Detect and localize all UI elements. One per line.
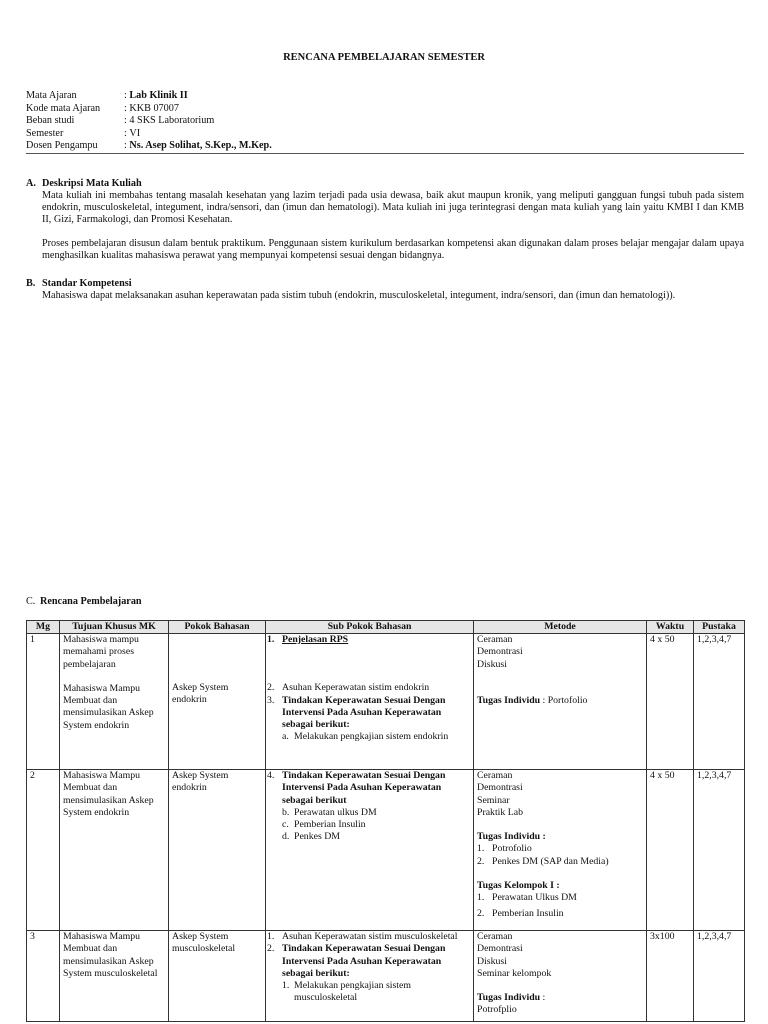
item-text: Penkes DM [294, 831, 340, 843]
info-value: Lab Klinik II [129, 90, 188, 101]
item-text: Penjelasan RPS [282, 634, 349, 645]
metode-item: Seminar [477, 794, 510, 806]
item-letter: c. [282, 819, 289, 831]
item-number: 2. [477, 855, 485, 867]
info-value: Ns. Asep Solihat, S.Kep., M.Kep. [129, 140, 272, 151]
list-item [267, 695, 470, 732]
section-letter: B. [26, 278, 36, 289]
info-value: KKB 07007 [129, 102, 179, 114]
info-row [26, 140, 744, 153]
table-header-row [27, 621, 745, 634]
cell-waktu: 4 x 50 [647, 634, 694, 770]
section-body [26, 190, 744, 262]
header-tujuan: Tujuan Khusus MK [60, 621, 169, 634]
item-text: Melakukan pengkajian sistem musculoskeletal [294, 980, 411, 1004]
cell-waktu: 3x100 [647, 931, 694, 1022]
metode-item: Diskusi [477, 955, 507, 967]
section-c-heading [26, 596, 142, 608]
course-info [26, 90, 744, 153]
item-number: 2. [267, 943, 275, 955]
section-letter: A. [26, 178, 36, 189]
table-row [27, 770, 745, 931]
cell-mg: 1 [27, 634, 60, 770]
sub-list-item [267, 731, 470, 743]
item-number: 4. [267, 770, 275, 781]
sub-list-item [267, 831, 470, 843]
item-number: 1. [477, 843, 485, 855]
cell-tujuan: Mahasiswa Mampu Membuat dan mensimulasikan Askep System endokrin [60, 770, 169, 931]
info-row [26, 90, 744, 103]
info-key: Mata Ajaran [26, 90, 77, 101]
cell-sub-pokok [266, 770, 474, 931]
paragraph: Mata kuliah ini membahas tentang masalah kesehatan yang lazim terjadi pada usia dewasa, baik akut maupun kronik, yang meliputi gangguan fungsi tubuh pada sistem endokrin, musculoskeletal, integument, indra/sensori, dan (imun dan hematologi). Mata kuliah ini juga terintegrasi dengan mata kuliah yang lain yaitu KMBI I dan KMB II, Gizi, Farmakologi, dan Promosi Kesehatan. [42, 190, 744, 225]
info-value: 4 SKS Laboratorium [129, 115, 215, 126]
metode-item: Demontrasi [477, 943, 523, 955]
cell-pokok [169, 634, 266, 770]
cell-metode [474, 634, 647, 770]
tugas-label: Tugas Individu : [477, 831, 546, 843]
cell-pustaka: 1,2,3,4,7 [694, 634, 745, 770]
cell-sub-pokok [266, 931, 474, 1022]
item-text: Asuhan Keperawatan sistim musculoskeletal [282, 931, 458, 942]
header-divider [26, 153, 744, 154]
item-text: Tindakan Keperawatan Sesuai Dengan Intervensi Pada Asuhan Keperawatan sebagai berikut: [282, 694, 446, 731]
tugas-line [477, 992, 643, 1004]
metode-item: Demontrasi [477, 782, 523, 794]
item-text: Penkes DM (SAP dan Media) [492, 855, 609, 867]
info-key: Kode mata Ajaran [26, 102, 101, 114]
section-b [26, 278, 744, 302]
header-pokok: Pokok Bahasan [169, 621, 266, 634]
tugas-value: : Portofolio [540, 694, 588, 706]
tugas-value: : [540, 992, 546, 1004]
info-sep: : [124, 115, 130, 126]
metode-item: Ceraman [477, 634, 513, 645]
header-pustaka: Pustaka [694, 621, 745, 634]
metode-item: Demontrasi [477, 646, 523, 658]
table-row [27, 634, 745, 770]
tugas-label: Tugas Kelompok I : [477, 880, 560, 892]
item-number: 1. [267, 634, 275, 645]
info-value: VI [129, 127, 141, 139]
metode-item: Ceraman [477, 770, 513, 781]
tujuan-text: Mahasiswa Mampu Membuat dan mensimulasikan Askep System endokrin [63, 682, 154, 731]
info-sep: : [124, 102, 130, 114]
cell-pokok: Askep System musculoskeletal [169, 931, 266, 1022]
tugas-label: Tugas Individu [477, 694, 541, 706]
list-item [267, 931, 470, 943]
info-row [26, 128, 744, 141]
section-title: Standar Kompetensi [42, 278, 132, 289]
info-key: Dosen Pengampu [26, 140, 98, 151]
table-row [27, 931, 745, 1022]
section-heading [26, 178, 744, 190]
section-letter: C. [26, 596, 36, 607]
list-item [267, 682, 470, 694]
tugas-label: Tugas Individu [477, 992, 541, 1004]
cell-tujuan [60, 634, 169, 770]
info-key: Beban studi [26, 115, 75, 126]
sub-list-item [267, 807, 470, 819]
section-heading [26, 278, 744, 290]
item-text: Potrofolio [492, 843, 532, 855]
cell-metode [474, 931, 647, 1022]
cell-mg: 2 [27, 770, 60, 931]
list-item [477, 908, 643, 920]
list-item [477, 892, 643, 904]
item-text: Pemberian Insulin [492, 907, 564, 919]
item-text: Pemberian Insulin [294, 819, 366, 831]
item-number: 2. [477, 907, 485, 919]
item-text: Melakukan pengkajian sistem endokrin [294, 731, 449, 743]
section-a [26, 178, 744, 262]
cell-mg: 3 [27, 931, 60, 1022]
cell-pustaka: 1,2,3,4,7 [694, 770, 745, 931]
cell-metode [474, 770, 647, 931]
tugas-line [477, 695, 643, 707]
pokok-text: Askep System endokrin [172, 682, 229, 706]
sub-list-item [267, 980, 470, 1005]
list-item [267, 943, 470, 980]
list-item [477, 856, 643, 868]
item-text: Asuhan Keperawatan sistim endokrin [282, 682, 430, 694]
section-title: Rencana Pembelajaran [40, 596, 142, 607]
cell-pustaka: 1,2,3,4,7 [694, 931, 745, 1022]
item-number: 1. [282, 980, 290, 992]
item-letter: b. [282, 806, 290, 818]
header-mg: Mg [27, 621, 60, 634]
cell-waktu: 4 x 50 [647, 770, 694, 931]
learning-plan-table [26, 620, 745, 1022]
section-body [26, 290, 744, 302]
cell-sub-pokok [266, 634, 474, 770]
item-text: Tindakan Keperawatan Sesuai Dengan Intervensi Pada Asuhan Keperawatan sebagai berikut [282, 770, 446, 806]
cell-tujuan: Mahasiswa Mampu Membuat dan mensimulasikan Askep System musculoskeletal [60, 931, 169, 1022]
list-item [267, 770, 470, 807]
item-number: 3. [267, 694, 275, 706]
list-item [267, 634, 470, 646]
metode-item: Diskusi [477, 658, 507, 670]
paragraph: Mahasiswa dapat melaksanakan asuhan keperawatan pada sistim tubuh (endokrin, musculoskeletal, integument, indra/sensori, dan (imun dan hematologi)). [42, 290, 676, 301]
metode-item: Seminar kelompok [477, 967, 552, 979]
tujuan-text: Mahasiswa mampu memahami proses pembelajaran [63, 634, 139, 670]
info-sep: : [124, 140, 130, 151]
item-text: Perawatan Ulkus DM [492, 892, 577, 904]
cell-pokok: Askep System endokrin [169, 770, 266, 931]
tugas-item: Potrofplio [477, 1004, 517, 1016]
metode-item: Ceraman [477, 931, 513, 942]
info-row [26, 103, 744, 116]
list-item [477, 843, 643, 855]
item-text: Tindakan Keperawatan Sesuai Dengan Intervensi Pada Asuhan Keperawatan sebagai berikut: [282, 943, 446, 979]
document-title: RENCANA PEMBELAJARAN SEMESTER [283, 52, 485, 63]
header-waktu: Waktu [647, 621, 694, 634]
item-text: Perawatan ulkus DM [294, 806, 377, 818]
item-number: 2. [267, 682, 275, 694]
info-sep: : [124, 90, 130, 101]
header-sub-pokok: Sub Pokok Bahasan [266, 621, 474, 634]
info-sep: : [124, 127, 130, 139]
paragraph: Proses pembelajaran disusun dalam bentuk praktikum. Penggunaan sistem kurikulum berdasarkan kompetensi akan digunakan dalam proses belajar mengajar dalam upaya menghasilkan kualitas mahasiswa perawat yang mempunyai kompetensi sesuai dengan bidangnya. [42, 238, 744, 261]
item-letter: a. [282, 731, 289, 743]
item-number: 1. [267, 931, 275, 942]
item-number: 1. [477, 892, 485, 904]
header-metode: Metode [474, 621, 647, 634]
section-title: Deskripsi Mata Kuliah [42, 178, 142, 189]
item-letter: d. [282, 831, 290, 843]
info-row [26, 115, 744, 128]
metode-item: Praktik Lab [477, 806, 523, 818]
info-key: Semester [26, 127, 64, 139]
sub-list-item [267, 819, 470, 831]
